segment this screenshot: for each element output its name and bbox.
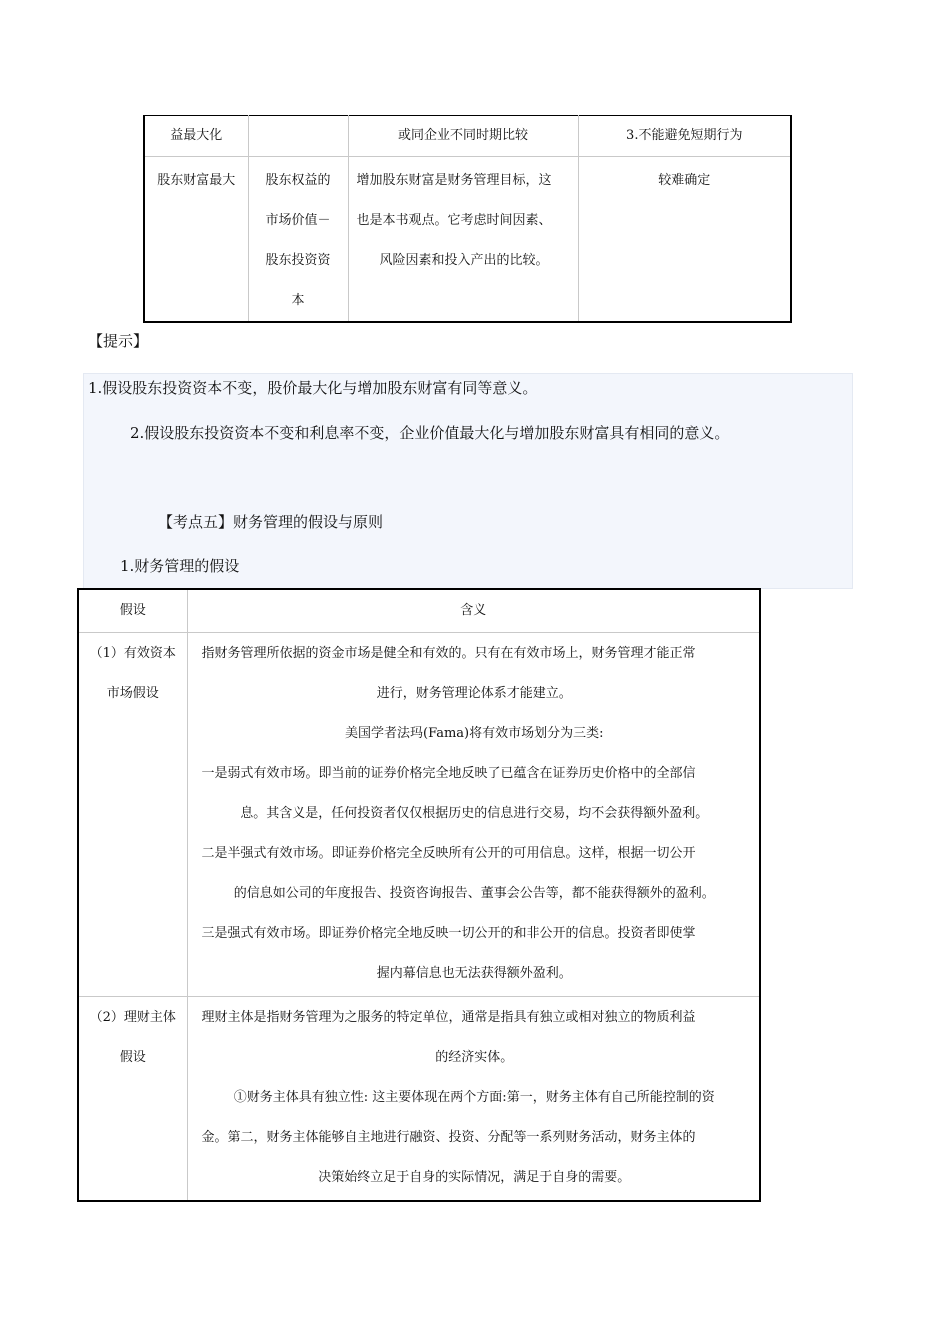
section-title: 【考点五】财务管理的假设与原则 bbox=[158, 513, 384, 531]
cell-line: 增加股东财富是财务管理目标，这 bbox=[356, 173, 552, 188]
sub-title: 1.财务管理的假设 bbox=[120, 557, 240, 575]
table-header-row bbox=[78, 589, 760, 633]
desc-line: 决策始终立足于自身的实际情况，满足于自身的需要。 bbox=[318, 1170, 631, 1185]
table-cell: 较难确定 bbox=[578, 157, 791, 323]
cell-line: 股东投资资 bbox=[265, 253, 331, 268]
cell-line: 股东权益的 bbox=[265, 173, 331, 188]
term-line: 假设 bbox=[119, 1050, 146, 1065]
table-cell bbox=[248, 116, 348, 157]
table-row bbox=[78, 997, 760, 1202]
term-line: 市场假设 bbox=[106, 686, 159, 701]
desc-line: 的信息如公司的年度报告、投资咨询报告、董事会公告等，都不能获得额外的盈利。 bbox=[233, 886, 715, 901]
table-row bbox=[144, 116, 791, 157]
table-cell bbox=[348, 157, 578, 323]
tip-line-1: 1.假设股东投资资本不变，股价最大化与增加股东财富有同等意义。 bbox=[88, 379, 538, 397]
desc-line: 一是弱式有效市场。即当前的证券价格完全地反映了已蕴含在证券历史价格中的全部信 bbox=[201, 766, 696, 781]
cell-line: 也是本书观点。它考虑时间因素、 bbox=[356, 213, 552, 228]
desc-line: 进行，财务管理论体系才能建立。 bbox=[376, 686, 572, 701]
desc-line: 金。第二，财务主体能够自主地进行融资、投资、分配等一系列财务活动，财务主体的 bbox=[201, 1130, 696, 1145]
table-cell: 3.不能避免短期行为 bbox=[578, 116, 791, 157]
table-cell bbox=[248, 157, 348, 323]
desc-line: 理财主体是指财务管理为之服务的特定单位，通常是指具有独立或相对独立的物质利益 bbox=[201, 1010, 696, 1025]
desc-line: 的经济实体。 bbox=[435, 1050, 514, 1065]
header-cell-meaning: 含义 bbox=[187, 589, 760, 633]
table-row bbox=[144, 157, 791, 323]
assumption-description bbox=[187, 633, 760, 997]
desc-line: 美国学者法玛(Fama)将有效市场划分为三类: bbox=[345, 726, 604, 741]
table-cell: 益最大化 bbox=[144, 116, 248, 157]
assumption-term bbox=[78, 997, 187, 1202]
desc-line: 指财务管理所依据的资金市场是健全和有效的。只有在有效市场上，财务管理才能正常 bbox=[201, 646, 696, 661]
desc-line: ①财务主体具有独立性: 这主要体现在两个方面:第一，财务主体有自己所能控制的资 bbox=[233, 1090, 715, 1105]
assumption-term bbox=[78, 633, 187, 997]
desc-line: 三是强式有效市场。即证券价格完全地反映一切公开的和非公开的信息。投资者即使掌 bbox=[201, 926, 696, 941]
table-row bbox=[78, 633, 760, 997]
tip-box bbox=[83, 373, 853, 589]
desc-line: 二是半强式有效市场。即证券价格完全反映所有公开的可用信息。这样，根据一切公开 bbox=[201, 846, 696, 861]
cell-line: 本 bbox=[291, 293, 305, 308]
tip-label: 【提示】 bbox=[88, 332, 149, 350]
assumption-description bbox=[187, 997, 760, 1202]
objectives-table bbox=[143, 115, 792, 323]
term-line: （2）理财主体 bbox=[89, 1010, 176, 1025]
desc-line: 息。其含义是，任何投资者仅仅根据历史的信息进行交易，均不会获得额外盈利。 bbox=[240, 806, 709, 821]
table-cell: 或同企业不同时期比较 bbox=[348, 116, 578, 157]
table-cell: 股东财富最大 bbox=[144, 157, 248, 323]
tip-line-2: 2.假设股东投资资本不变和利息率不变，企业价值最大化与增加股东财富具有相同的意义。 bbox=[130, 424, 730, 442]
cell-line: 风险因素和投入产出的比较。 bbox=[379, 253, 549, 268]
cell-line: 市场价值－ bbox=[265, 213, 331, 228]
assumptions-table bbox=[77, 588, 761, 1202]
desc-line: 握内幕信息也无法获得额外盈利。 bbox=[376, 966, 572, 981]
header-cell-assumption: 假设 bbox=[78, 589, 187, 633]
term-line: （1）有效资本 bbox=[89, 646, 176, 661]
